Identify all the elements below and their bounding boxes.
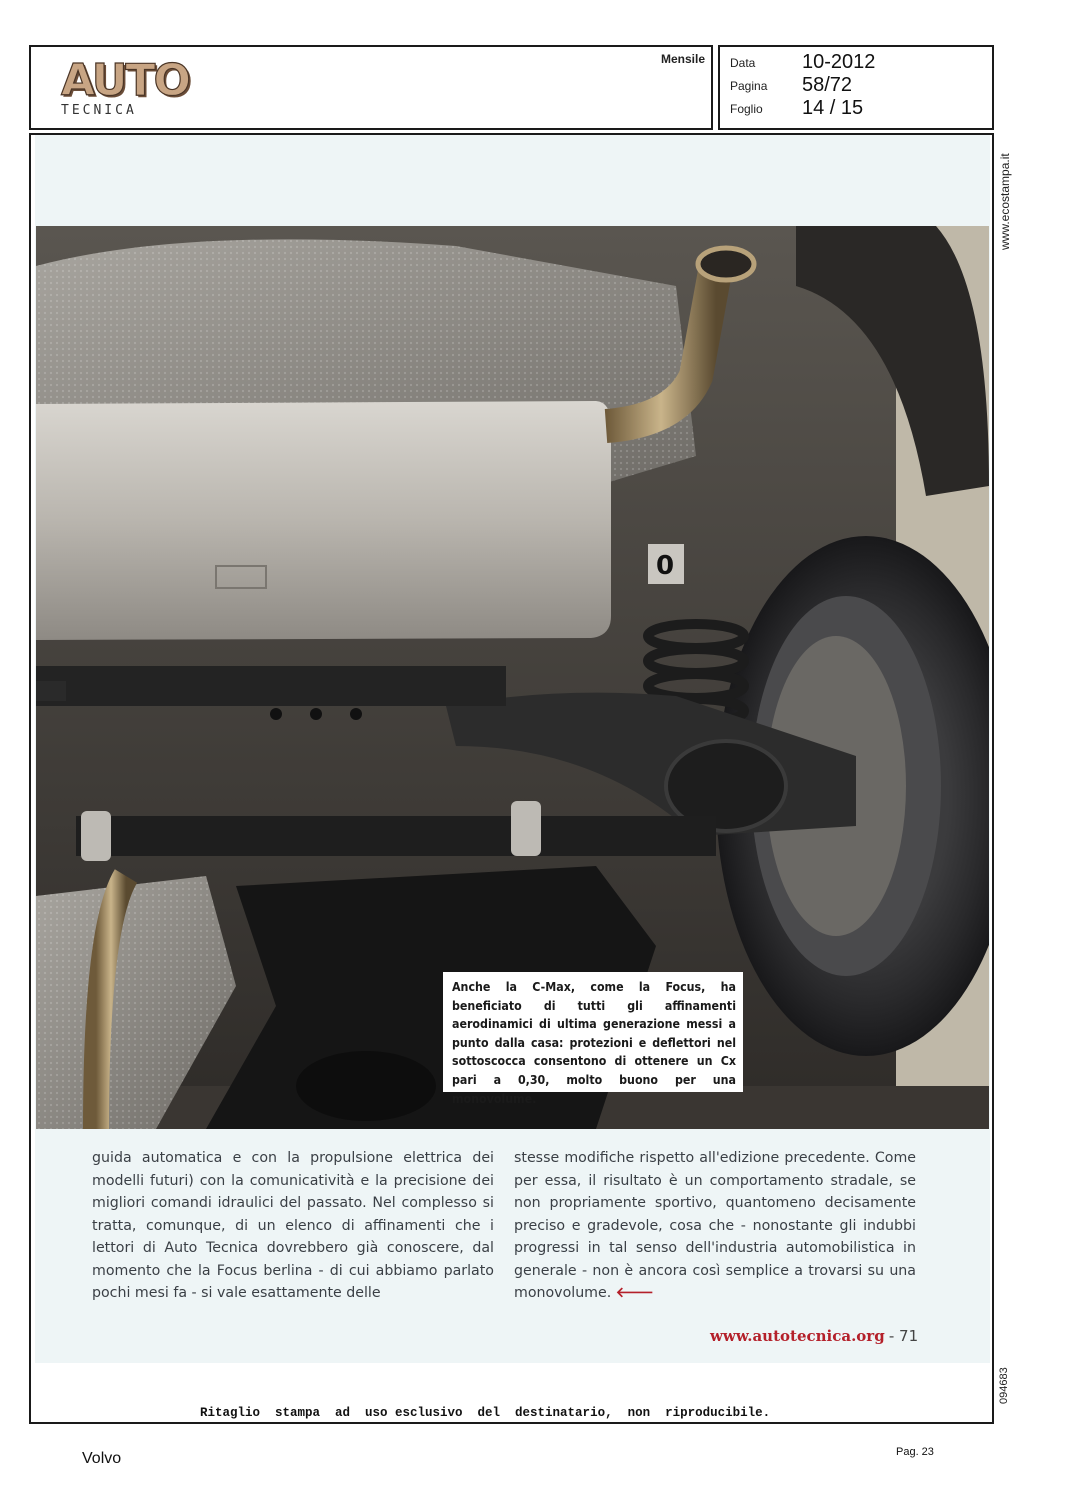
sheet-value: 14 / 15 bbox=[802, 97, 864, 119]
end-of-article-arrow-icon: 🡐 bbox=[615, 1285, 654, 1301]
page-value: 58/72 bbox=[802, 74, 853, 96]
page-indicator: Pag. 23 bbox=[896, 1446, 934, 1458]
press-agency-url: www.ecostampa.it bbox=[998, 153, 1012, 250]
logo-sub-text: TECNICA bbox=[61, 103, 137, 118]
article-column-right bbox=[514, 1147, 916, 1305]
reproduction-disclaimer: Ritaglio stampa ad uso esclusivo del destinatario, non riproducibile. bbox=[200, 1406, 771, 1420]
article-column-left: guida automatica e con la propulsione elettrica dei modelli futuri) con la comunicatività e la precisione dei migliori comandi idraulici del passato. Nel complesso si tratta, comunque, di un elenco di affinamenti che i lettori di Auto Tecnica dovrebbero già conoscere, dal momento che la Focus berlina - di cui abbiamo parlato pochi mesi fa - si vale esattamente delle bbox=[92, 1150, 494, 1301]
logo-main-text: AUTO bbox=[61, 55, 189, 106]
auto-tecnica-logo bbox=[61, 55, 189, 118]
magazine-footer bbox=[710, 1327, 918, 1345]
date-value: 10-2012 bbox=[802, 51, 876, 73]
header-masthead-box bbox=[29, 45, 713, 130]
header-meta-box bbox=[718, 45, 994, 130]
sheet-label: Foglio bbox=[730, 102, 763, 116]
date-label: Data bbox=[730, 56, 756, 70]
page-label: Pagina bbox=[730, 79, 768, 93]
client-name: Volvo bbox=[82, 1450, 122, 1467]
magazine-page-number: - 71 bbox=[888, 1327, 919, 1345]
article-column-right-text: stesse modifiche rispetto all'edizione precedente. Come per essa, il risultato è un comportamento stradale, se non propriamente sportivo, quantomeno decisamente preciso e gradevole, cosa che - nonostante gli indubbi progressi in tal senso dell'industria automobilistica in generale - non è ancora così semplice a trovarsi su una monovolume. bbox=[514, 1150, 916, 1301]
frequency-label: Mensile bbox=[660, 52, 705, 66]
svg-text:0: 0 bbox=[656, 551, 675, 581]
photo-caption: Anche la C-Max, come la Focus, ha beneficiato di tutti gli affinamenti aerodinamici di ultima generazione messi a punto dalla casa: protezioni e deflettori nel sottoscocca consentono di ottenere un Cx pari a 0,30, molto buono per una monovolume. bbox=[443, 972, 743, 1092]
magazine-url: www.autotecnica.org bbox=[710, 1327, 885, 1345]
clipping-code: 094683 bbox=[998, 1367, 1010, 1404]
